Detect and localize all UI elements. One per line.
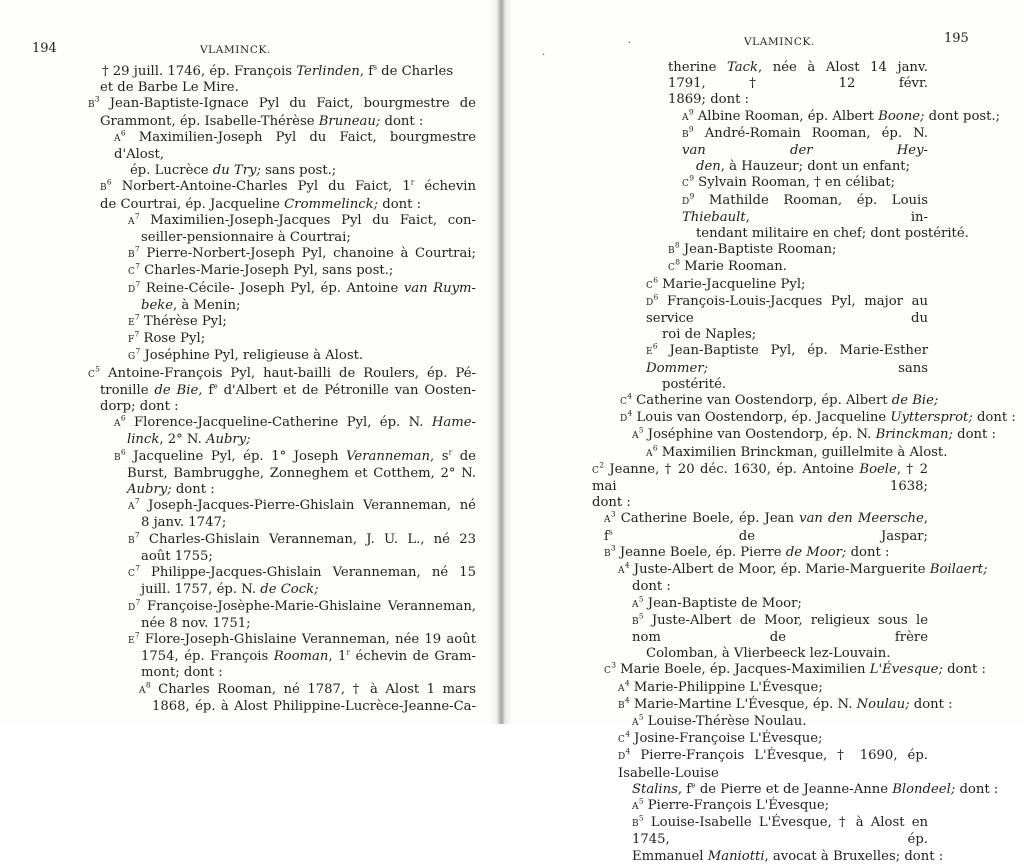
text-line: $B^6$ Norbert-Antoine-Charles Pyl du Faict, 1$^r$ échevin — [100, 178, 476, 195]
text-line: et de Barbe Le Mire. — [100, 80, 239, 96]
text-line: $C^5$ Antoine-François Pyl, haut-bailli de Roulers, ép. Pé- — [88, 364, 476, 381]
generation-letter: G — [128, 352, 136, 363]
superscript: 7 — [134, 312, 140, 322]
generation-letter: B — [604, 548, 611, 559]
text-line: therine Tack, née à Alost 14 janv. 1791, † 12 févr. — [668, 60, 929, 92]
generation-letter: A — [618, 566, 625, 577]
superscript: 6 — [653, 275, 658, 285]
superscript: 7 — [135, 262, 140, 272]
generation-letter: B — [632, 616, 639, 627]
generation-letter: B — [618, 700, 625, 711]
generation-letter: A — [632, 431, 639, 442]
text-line: Aubry; dont : — [127, 482, 215, 498]
generation-letter: E — [128, 318, 135, 329]
generation-letter: A — [114, 419, 121, 430]
generation-letter: E — [128, 635, 135, 646]
italic-name: linck — [127, 432, 160, 448]
italic-name: Hame- — [431, 415, 476, 431]
generation-letter: A — [632, 599, 639, 610]
generation-letter: C — [128, 569, 136, 580]
text-line: $C^4$ Josine-Françoise L'Évesque; — [618, 729, 823, 747]
superscript: e — [691, 780, 696, 790]
text-line: Burst, Bambrugghe, Zonneghem et Cotthem, 2° N. — [127, 465, 476, 481]
text-line: 1754, ép. François Rooman, 1$^r$ échevin de Gram- — [141, 647, 477, 665]
italic-name: de Bie; — [891, 393, 939, 409]
superscript: 4 — [625, 729, 630, 739]
text-line: ép. Lucrèce du Try; sans post.; — [130, 163, 337, 179]
text-line: $B^3$ Jean-Baptiste-Ignace Pyl du Faict, bourgmestre de — [88, 95, 476, 112]
italic-name: Boele — [859, 461, 897, 477]
text-line: $C^2$ Jeanne, † 20 déc. 1630, ép. Antoine Boele, † 2 mai 1638; — [592, 460, 928, 495]
text-line: tronille de Bie, $f^e$ d'Albert et de Pétronille van Oosten- — [100, 381, 476, 398]
italic-name: Noulau; — [856, 696, 910, 712]
text-line: $D^7$ Reine-Cécile- Joseph Pyl, ép. Antoine van Ruym- — [128, 279, 476, 296]
generation-letter: A — [128, 502, 135, 513]
text-line: $A^5$ Louise-Thérèse Noulau. — [632, 712, 807, 729]
text-line: $C^7$ Charles-Marie-Joseph Pyl, sans post.; — [128, 262, 394, 279]
superscript: 8 — [145, 680, 151, 690]
text-line: $A^9$ Albine Rooman, ép. Albert Boone; dont post.; — [682, 107, 1001, 124]
generation-letter: C — [620, 397, 628, 408]
left-page-text — [0, 64, 500, 715]
italic-name: Aubry; — [205, 432, 251, 448]
italic-name: Dommer; — [646, 360, 709, 376]
text-line: roi de Naples; — [662, 327, 757, 343]
text-line: $B^5$ Louise-Isabelle L'Évesque, † à Alost en 1745, ép. — [632, 813, 928, 848]
text-line: de Courtrai, ép. Jacqueline Crommelinck; dont : — [100, 196, 422, 212]
text-line: 8 janv. 1747; — [141, 515, 227, 531]
text-line: $A^7$ Maximilien-Joseph-Jacques Pyl du Faict, con- — [128, 211, 476, 228]
text-line: $B^9$ André-Romain Rooman, ép. N. van der Hey- — [682, 124, 928, 159]
superscript: 7 — [134, 530, 140, 540]
text-line: $B^7$ Charles-Ghislain Veranneman, J. U. L., né 23 — [128, 530, 476, 547]
generation-letter: C — [604, 666, 612, 677]
superscript: 5 — [95, 364, 100, 374]
generation-letter: D — [646, 297, 654, 308]
text-line: $F^7$ Rose Pyl; — [128, 329, 206, 347]
italic-name: Crommelinck; — [284, 196, 379, 212]
text-line: $A^8$ Charles Rooman, né 1787, † à Alost 1 mars — [139, 680, 476, 697]
italic-name: Veranneman — [346, 448, 431, 464]
italic-name: de Bie — [154, 382, 199, 398]
italic-name: Tack — [726, 60, 758, 75]
text-line: $B^4$ Marie-Martine L'Évesque, ép. N. Noulau; dont : — [618, 695, 953, 712]
generation-letter: A — [139, 685, 146, 696]
superscript: 4 — [627, 408, 633, 418]
text-line: † 29 juill. 1746, ép. François Terlinden, $f^s$ de Charles — [102, 62, 454, 79]
text-line: $C^8$ Marie Rooman. — [668, 258, 787, 275]
text-line: den, à Hauzeur; dont un enfant; — [696, 159, 911, 175]
generation-letter: A — [114, 133, 121, 144]
superscript: 4 — [627, 391, 632, 401]
superscript: 6 — [653, 292, 659, 302]
text-line: dorp; dont : — [100, 399, 179, 415]
right-page — [500, 0, 1024, 864]
superscript: e — [213, 381, 218, 391]
text-line: linck, 2° N. Aubry; — [127, 432, 251, 448]
text-line: dont : — [592, 495, 631, 511]
generation-letter: A — [604, 515, 611, 526]
right-page-text — [500, 60, 1024, 865]
text-line: $C^6$ Marie-Jacqueline Pyl; — [646, 275, 806, 292]
superscript: 7 — [135, 563, 140, 573]
superscript: 7 — [135, 347, 141, 357]
superscript: 9 — [689, 174, 694, 184]
text-line: $A^7$ Joseph-Jacques-Pierre-Ghislain Veranneman, né — [128, 496, 476, 514]
italic-name: Rooman — [273, 649, 329, 665]
superscript: s — [373, 62, 377, 72]
superscript: 5 — [638, 712, 644, 722]
superscript: 4 — [624, 695, 630, 705]
text-line: 1869; dont : — [668, 92, 750, 108]
text-line: Emmanuel Maniotti, avocat à Bruxelles; dont : — [632, 848, 944, 864]
text-line: née 8 nov. 1751; — [141, 615, 251, 631]
text-line: Stalins, $f^e$ de Pierre et de Jeanne-Anne Blondeel; dont : — [632, 780, 999, 797]
text-line: $B^5$ Juste-Albert de Moor, religieux sous le nom de frère — [632, 611, 928, 645]
superscript: 8 — [675, 258, 680, 268]
superscript: r — [448, 447, 453, 457]
italic-name: Bruneau; — [318, 113, 381, 129]
superscript: 5 — [638, 796, 644, 806]
superscript: 6 — [120, 128, 126, 138]
text-line: $D^4$ Pierre-François L'Évesque, † 1690, ép. Isabelle-Louise — [618, 746, 928, 781]
text-line: $A^5$ Jean-Baptiste de Moor; — [632, 594, 802, 611]
text-line: $D^4$ Louis van Oostendorp, ép. Jacqueline Uyttersprot; dont : — [620, 408, 1016, 426]
italic-name: Thiebault — [682, 209, 746, 225]
text-line: $A^4$ Marie-Philippine L'Évesque; — [618, 678, 823, 695]
text-line: juill. 1757, ép. N. de Cock; — [141, 582, 319, 598]
text-line: $A^6$ Florence-Jacqueline-Catherine Pyl, ép. N. Hame- — [114, 413, 476, 431]
generation-letter: C — [618, 735, 626, 746]
text-line: $A^3$ Catherine Boele, ép. Jean van den Meersche, $f^s$ de Jaspar; — [604, 510, 928, 544]
text-line: $B^3$ Jeanne Boele, ép. Pierre de Moor; dont : — [604, 543, 890, 560]
generation-letter: B — [632, 819, 639, 830]
italic-name: Stalins — [632, 781, 678, 797]
text-line: $A^6$ Maximilien-Joseph Pyl du Faict, bourgmestre d'Alost, — [114, 128, 476, 163]
text-line: août 1755; — [141, 548, 213, 564]
text-line: mont; dont : — [141, 665, 223, 681]
book-gutter — [490, 0, 512, 724]
italic-name: de Moor; — [785, 544, 847, 560]
generation-letter: C — [646, 280, 654, 291]
text-line: $A^5$ Joséphine van Oostendorp, ép. N. Brinckman; dont : — [632, 426, 996, 443]
generation-letter: D — [128, 284, 136, 295]
generation-letter: F — [128, 335, 135, 346]
superscript: 7 — [135, 597, 141, 607]
generation-letter: B — [682, 129, 689, 140]
superscript: 9 — [689, 191, 695, 201]
generation-letter: C — [668, 263, 676, 274]
italic-name: beke — [141, 297, 174, 313]
superscript: 5 — [638, 426, 644, 436]
running-head: VLAMINCK. — [200, 44, 271, 56]
superscript: 2 — [599, 460, 604, 470]
generation-letter: A — [618, 683, 625, 694]
italic-name: van den Meersche — [799, 511, 924, 527]
generation-letter: D — [128, 602, 136, 613]
superscript: 7 — [134, 329, 140, 339]
superscript: 8 — [674, 240, 680, 250]
generation-letter: B — [128, 535, 135, 546]
generation-letter: A — [128, 216, 135, 227]
running-head: VLAMINCK. — [744, 36, 815, 48]
italic-name: Boilaert; — [929, 562, 988, 578]
superscript: 6 — [106, 178, 112, 188]
text-line: $E^7$ Flore-Joseph-Ghislaine Veranneman, née 19 août — [128, 630, 476, 647]
scan-speck: · — [628, 38, 632, 49]
generation-letter: A — [632, 717, 639, 728]
superscript: 7 — [134, 496, 140, 506]
superscript: 7 — [134, 244, 140, 254]
superscript: 6 — [652, 342, 658, 352]
superscript: 5 — [638, 594, 644, 604]
superscript: 5 — [638, 611, 644, 621]
superscript: 5 — [638, 813, 644, 823]
superscript: 4 — [624, 678, 630, 688]
text-line: dont : — [632, 579, 671, 595]
superscript: 3 — [94, 95, 100, 105]
italic-name: van der Hey- — [682, 143, 928, 159]
superscript: s — [608, 527, 613, 537]
generation-letter: C — [128, 267, 136, 278]
superscript: 9 — [688, 107, 694, 117]
generation-letter: A — [682, 112, 689, 123]
italic-name: Terlinden — [296, 64, 360, 79]
generation-letter: B — [100, 183, 107, 194]
text-line: $A^5$ Pierre-François L'Évesque; — [632, 796, 830, 813]
page-number: 195 — [944, 31, 969, 46]
italic-name: Brinckman; — [875, 427, 953, 443]
scan-speck: · — [542, 50, 546, 61]
italic-name: Maniotti — [707, 848, 765, 864]
italic-name: Blondeel; — [892, 781, 956, 797]
text-line: $A^4$ Juste-Albert de Moor, ép. Marie-Marguerite Boilaert; — [618, 560, 988, 578]
superscript: 3 — [610, 510, 616, 520]
generation-letter: E — [646, 347, 653, 358]
superscript: 6 — [120, 447, 126, 457]
text-line: $C^7$ Philippe-Jacques-Ghislain Veranneman, né 15 — [128, 563, 476, 581]
superscript: 9 — [688, 124, 694, 134]
text-line: tendant militaire en chef; dont postérité. — [696, 226, 969, 242]
superscript: 6 — [120, 413, 126, 423]
text-line: $C^3$ Marie Boele, ép. Jacques-Maximilien L'Évesque; dont : — [604, 660, 986, 678]
generation-letter: C — [682, 179, 690, 190]
text-line: $D^7$ Françoise-Josèphe-Marie-Ghislaine Veranneman, — [128, 597, 476, 614]
page-number: 194 — [32, 41, 57, 56]
text-line: seiller-pensionnaire à Courtrai; — [141, 230, 351, 246]
italic-name: de Cock; — [260, 582, 319, 598]
italic-name: Boone; — [878, 108, 925, 124]
generation-letter: B — [668, 246, 675, 257]
italic-name: van Ruym- — [403, 280, 476, 296]
superscript: 7 — [135, 279, 141, 289]
superscript: 7 — [134, 630, 140, 640]
text-line: postérité. — [662, 376, 727, 392]
generation-letter: A — [632, 801, 639, 812]
left-page — [0, 0, 500, 724]
generation-letter: D — [682, 196, 690, 207]
superscript: 3 — [610, 543, 616, 553]
text-line: 1868, ép. à Alost Philippine-Lucrèce-Jeanne-Ca- — [152, 698, 476, 714]
generation-letter: A — [646, 448, 653, 459]
superscript: 7 — [134, 211, 140, 221]
italic-name: L'Évesque; — [869, 662, 943, 678]
text-line: $C^9$ Sylvain Rooman, † en célibat; — [682, 174, 896, 191]
text-line: $G^7$ Joséphine Pyl, religieuse à Alost. — [128, 347, 364, 364]
text-line: $D^9$ Mathilde Rooman, ép. Louis Thiebault, in- — [682, 191, 928, 225]
generation-letter: C — [592, 465, 600, 476]
text-line: Grammont, ép. Isabelle-Thérèse Bruneau; dont : — [100, 113, 424, 129]
generation-letter: D — [620, 414, 628, 425]
generation-letter: D — [618, 752, 626, 763]
italic-name: Uyttersprot; — [890, 410, 973, 426]
text-line: $B^8$ Jean-Baptiste Rooman; — [668, 240, 837, 258]
generation-letter: B — [114, 452, 121, 463]
superscript: 6 — [652, 443, 658, 453]
superscript: r — [410, 178, 415, 188]
generation-letter: B — [128, 250, 135, 261]
text-line: $B^6$ Jacqueline Pyl, ép. 1° Joseph Veranneman, $s^r$ de — [114, 447, 476, 464]
text-line: $D^6$ François-Louis-Jacques Pyl, major au service du — [646, 292, 928, 327]
superscript: 4 — [625, 746, 631, 756]
text-line: $C^4$ Catherine van Oostendorp, ép. Albert de Bie; — [620, 391, 939, 409]
italic-name: Aubry; — [127, 482, 172, 498]
generation-letter: B — [88, 100, 95, 111]
superscript: 3 — [611, 660, 616, 670]
superscript: 4 — [624, 560, 630, 570]
text-line: beke, à Menin; — [141, 297, 241, 313]
generation-letter: C — [88, 369, 96, 380]
superscript: r — [346, 647, 351, 657]
text-line: $E^6$ Jean-Baptiste Pyl, ép. Marie-Esther Dommer; sans — [646, 342, 928, 376]
italic-name: den — [696, 159, 721, 175]
italic-name: du Try; — [212, 163, 261, 179]
text-line: Colomban, à Vlierbeeck lez-Louvain. — [646, 646, 891, 662]
text-line: $B^7$ Pierre-Norbert-Joseph Pyl, chanoine à Courtrai; — [128, 244, 476, 262]
text-line: $A^6$ Maximilien Brinckman, guillelmite à Alost. — [646, 443, 948, 460]
text-line: $E^7$ Thérèse Pyl; — [128, 312, 227, 330]
